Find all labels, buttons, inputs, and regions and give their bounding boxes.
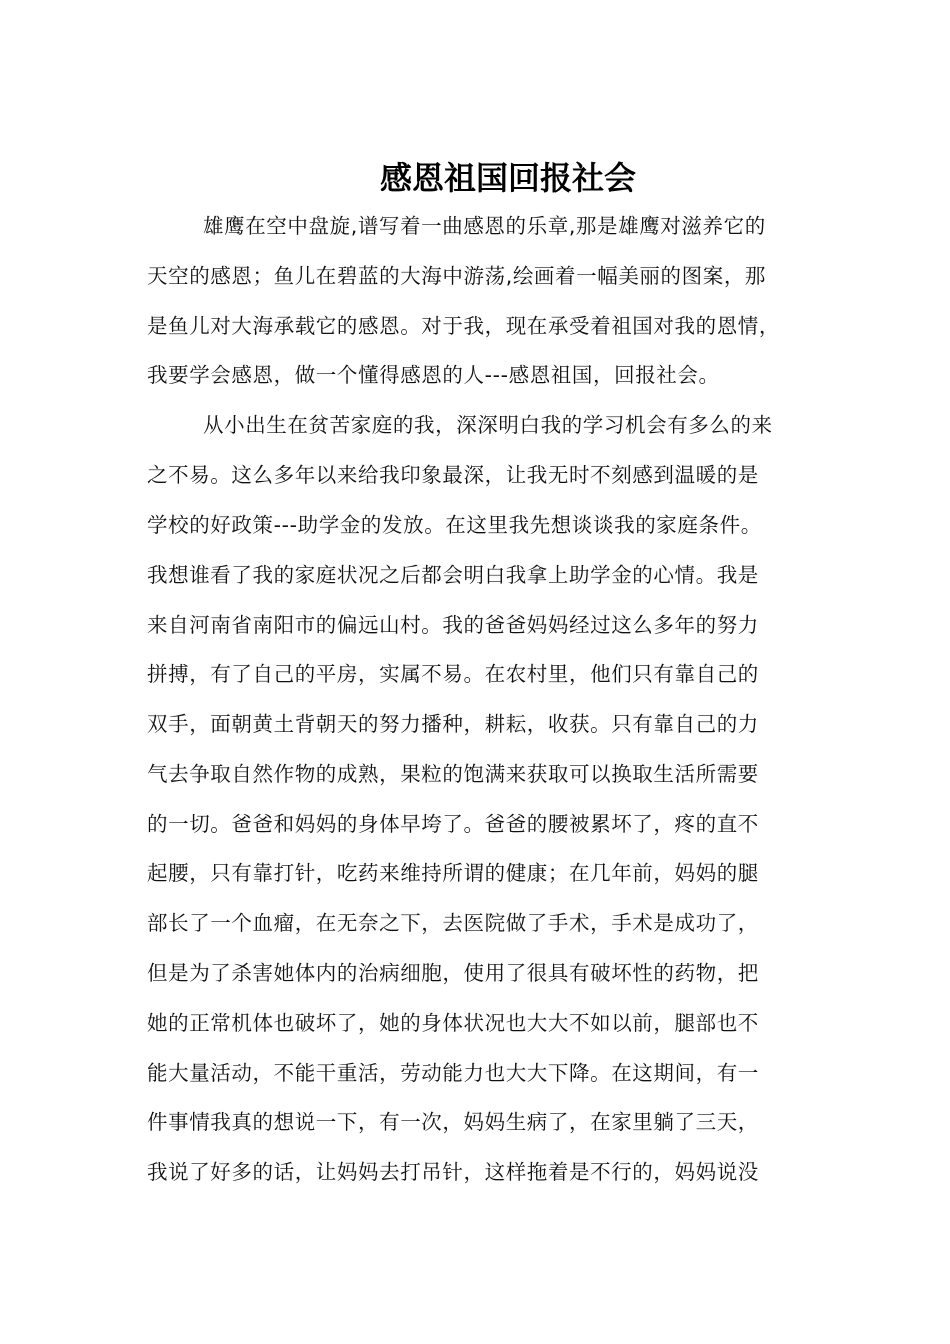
- paragraph-line: 起腰，只有靠打针，吃药来维持所谓的健康；在几年前，妈妈的腿: [147, 861, 759, 885]
- paragraph-line: 的一切。爸爸和妈妈的身体早垮了。爸爸的腰被累坏了，疼的直不: [147, 812, 759, 836]
- document-title: 感恩祖国回报社会: [380, 159, 637, 197]
- paragraph-line: 双手，面朝黄土背朝天的努力播种，耕耘，收获。只有靠自己的力: [147, 712, 759, 736]
- paragraph-line: 部长了一个血瘤，在无奈之下，去医院做了手术，手术是成功了，: [147, 911, 759, 935]
- paragraph-line: 雄鹰在空中盘旋,谱写着一曲感恩的乐章,那是雄鹰对滋养它的: [203, 214, 766, 238]
- paragraph-line: 拼搏，有了自己的平房，实属不易。在农村里，他们只有靠自己的: [147, 662, 759, 686]
- paragraph-line: 我想谁看了我的家庭状况之后都会明白我拿上助学金的心情。我是: [147, 563, 759, 587]
- paragraph-line: 气去争取自然作物的成熟，果粒的饱满来获取可以换取生活所需要: [147, 762, 759, 786]
- paragraph-line: 我要学会感恩，做一个懂得感恩的人---感恩祖国，回报社会。: [147, 363, 720, 387]
- paragraph-line: 能大量活动，不能干重活，劳动能力也大大下降。在这期间，有一: [147, 1061, 759, 1085]
- paragraph-line: 是鱼儿对大海承载它的感恩。对于我，现在承受着祖国对我的恩情，: [147, 314, 780, 338]
- paragraph-line: 学校的好政策---助学金的发放。在这里我先想谈谈我的家庭条件。: [147, 513, 762, 537]
- paragraph-line: 天空的感恩；鱼儿在碧蓝的大海中游荡,绘画着一幅美丽的图案，那: [147, 264, 767, 288]
- paragraph-line: 她的正常机体也破坏了，她的身体状况也大大不如以前，腿部也不: [147, 1011, 759, 1035]
- paragraph-line: 我说了好多的话，让妈妈去打吊针，这样拖着是不行的，妈妈说没: [147, 1160, 759, 1184]
- paragraph-line: 从小出生在贫苦家庭的我，深深明白我的学习机会有多么的来: [203, 413, 773, 437]
- paragraph-line: 之不易。这么多年以来给我印象最深，让我无时不刻感到温暖的是: [147, 463, 759, 487]
- paragraph-line: 件事情我真的想说一下，有一次，妈妈生病了，在家里躺了三天，: [147, 1110, 759, 1134]
- paragraph-line: 来自河南省南阳市的偏远山村。我的爸爸妈妈经过这么多年的努力: [147, 613, 759, 637]
- paragraph-line: 但是为了杀害她体内的治病细胞，使用了很具有破坏性的药物，把: [147, 961, 759, 985]
